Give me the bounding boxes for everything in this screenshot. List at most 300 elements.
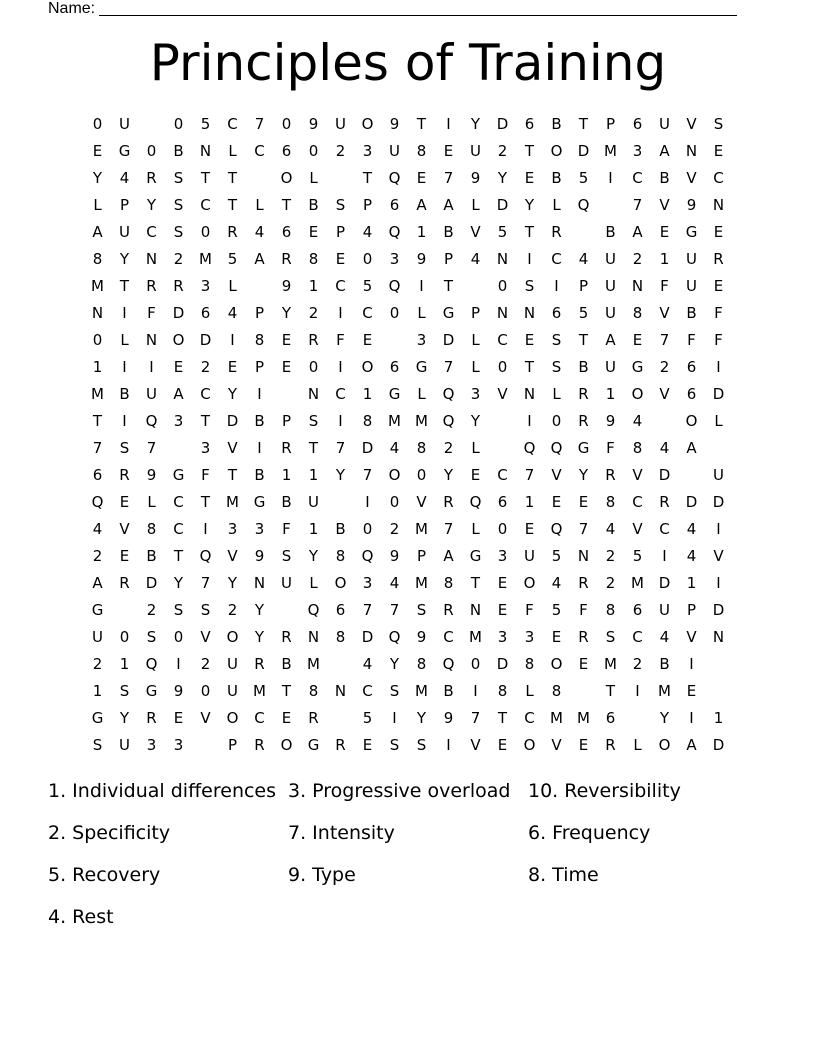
grid-cell: T — [524, 142, 535, 160]
grid-cell: O — [226, 628, 239, 646]
grid-cell: 0 — [362, 520, 373, 538]
grid-cell: E — [470, 466, 481, 484]
name-field-row — [48, 0, 748, 18]
grid-cell — [705, 651, 732, 678]
grid-cell: I — [257, 439, 262, 457]
grid-cell: N — [253, 574, 266, 592]
grid-cell: 9 — [470, 169, 481, 187]
grid-cell: R — [146, 277, 157, 295]
grid-cell: 4 — [578, 250, 589, 268]
grid-cell: T — [362, 169, 373, 187]
grid-cell: Y — [335, 466, 346, 484]
grid-cell: 8 — [254, 331, 265, 349]
grid-cell: V — [227, 439, 238, 457]
grid-cell: Q — [388, 277, 401, 295]
grid-cell: S — [281, 547, 292, 565]
grid-cell: F — [687, 331, 696, 349]
grid-cell: E — [713, 142, 724, 160]
grid-cell: D — [712, 601, 725, 619]
grid-cell: 6 — [524, 115, 535, 133]
grid-cell: I — [446, 115, 451, 133]
grid-cell: R — [443, 601, 454, 619]
grid-cell — [165, 435, 192, 462]
grid-cell: 7 — [443, 520, 454, 538]
grid-cell: 2 — [605, 547, 616, 565]
grid-cell: B — [551, 115, 562, 133]
name-label: Name: — [48, 0, 96, 17]
grid-cell: 3 — [254, 520, 265, 538]
grid-cell: Q — [361, 547, 374, 565]
grid-cell: A — [632, 223, 643, 241]
grid-cell: I — [554, 277, 559, 295]
grid-cell: V — [470, 736, 481, 754]
grid-cell: L — [228, 277, 237, 295]
grid-cell: 3 — [389, 250, 400, 268]
grid-cell: 0 — [389, 493, 400, 511]
grid-cell: Y — [470, 412, 481, 430]
grid-cell: S — [146, 628, 157, 646]
grid-cell: I — [716, 520, 721, 538]
grid-cell: L — [552, 196, 561, 214]
grid-cell: Y — [659, 709, 670, 727]
grid-cell: S — [551, 331, 562, 349]
grid-cell: 7 — [659, 331, 670, 349]
grid-cell: M — [307, 655, 320, 673]
grid-cell: C — [362, 682, 373, 700]
grid-cell: V — [686, 115, 697, 133]
grid-cell — [705, 678, 732, 705]
word-list-item: 1. Individual differences — [48, 780, 277, 802]
grid-cell: 4 — [389, 574, 400, 592]
grid-cell: 9 — [146, 466, 157, 484]
grid-cell: M — [658, 682, 671, 700]
grid-cell: S — [416, 601, 427, 619]
grid-cell: U — [470, 142, 481, 160]
grid-cell: C — [659, 520, 670, 538]
grid-cell: Y — [119, 709, 130, 727]
grid-cell: I — [446, 736, 451, 754]
grid-cell: 7 — [389, 601, 400, 619]
grid-cell: U — [659, 115, 670, 133]
grid-cell: V — [551, 466, 562, 484]
grid-cell: P — [443, 250, 454, 268]
grid-cell: 4 — [632, 412, 643, 430]
grid-cell: N — [145, 250, 158, 268]
grid-cell: C — [335, 385, 346, 403]
grid-cell: U — [335, 115, 346, 133]
grid-cell: R — [713, 250, 724, 268]
grid-cell: 4 — [227, 304, 238, 322]
grid-cell: O — [388, 466, 401, 484]
word-list-item: 4. Rest — [48, 906, 114, 928]
grid-cell: E — [281, 358, 292, 376]
grid-cell: V — [659, 304, 670, 322]
grid-cell: T — [200, 412, 211, 430]
grid-cell: B — [551, 169, 562, 187]
grid-cell: C — [497, 466, 508, 484]
grid-cell: Q — [550, 520, 563, 538]
grid-cell: I — [608, 169, 613, 187]
grid-cell: V — [686, 628, 697, 646]
grid-cell: N — [577, 547, 590, 565]
grid-cell: O — [658, 736, 671, 754]
grid-cell: 1 — [281, 466, 292, 484]
grid-cell — [327, 165, 354, 192]
grid-cell: A — [443, 547, 454, 565]
grid-cell: R — [578, 385, 589, 403]
grid-cell: S — [92, 736, 103, 754]
grid-cell: 3 — [173, 412, 184, 430]
grid-cell: P — [578, 277, 589, 295]
grid-cell: U — [686, 250, 697, 268]
grid-cell: Q — [91, 493, 104, 511]
grid-cell: 4 — [659, 628, 670, 646]
grid-cell: Q — [388, 223, 401, 241]
grid-cell: I — [689, 655, 694, 673]
grid-cell: 1 — [362, 385, 373, 403]
grid-cell: 8 — [335, 628, 346, 646]
grid-cell: I — [716, 574, 721, 592]
grid-cell: 1 — [524, 493, 535, 511]
grid-cell: 7 — [524, 466, 535, 484]
grid-cell: E — [227, 358, 238, 376]
grid-cell: U — [281, 574, 292, 592]
grid-cell: 0 — [497, 520, 508, 538]
grid-cell: I — [122, 412, 127, 430]
grid-cell: S — [389, 682, 400, 700]
grid-cell: G — [253, 493, 266, 511]
grid-cell: F — [201, 466, 210, 484]
grid-cell: B — [578, 358, 589, 376]
grid-cell: L — [471, 439, 480, 457]
grid-cell: R — [281, 250, 292, 268]
grid-cell: 0 — [308, 142, 319, 160]
grid-cell: I — [230, 331, 235, 349]
grid-cell: 6 — [389, 358, 400, 376]
grid-cell: Y — [227, 574, 238, 592]
grid-cell: 6 — [551, 304, 562, 322]
grid-cell: L — [471, 520, 480, 538]
grid-cell: 9 — [686, 196, 697, 214]
grid-cell: L — [417, 385, 426, 403]
grid-cell: Y — [119, 250, 130, 268]
grid-cell: Y — [443, 466, 454, 484]
grid-cell: E — [173, 709, 184, 727]
grid-cell: U — [227, 682, 238, 700]
grid-cell — [138, 111, 165, 138]
grid-cell: I — [473, 682, 478, 700]
grid-cell: O — [280, 736, 293, 754]
grid-cell: 8 — [335, 547, 346, 565]
grid-cell: 2 — [200, 655, 211, 673]
grid-cell: G — [118, 142, 131, 160]
grid-cell: U — [659, 601, 670, 619]
grid-cell: R — [578, 574, 589, 592]
grid-cell: T — [200, 493, 211, 511]
grid-cell: Q — [523, 439, 536, 457]
grid-cell — [462, 273, 489, 300]
grid-cell: D — [361, 439, 374, 457]
grid-cell: R — [281, 628, 292, 646]
grid-cell: I — [176, 655, 181, 673]
grid-cell: O — [523, 736, 536, 754]
grid-cell: 4 — [605, 520, 616, 538]
grid-cell: S — [389, 736, 400, 754]
page-title: Principles of Training — [149, 34, 667, 92]
grid-cell: E — [713, 223, 724, 241]
grid-cell: Y — [578, 466, 589, 484]
grid-cell: V — [659, 385, 670, 403]
grid-cell: 6 — [335, 601, 346, 619]
grid-cell: Y — [254, 628, 265, 646]
grid-cell: 5 — [497, 223, 508, 241]
grid-cell: U — [308, 493, 319, 511]
grid-cell: Q — [145, 655, 158, 673]
grid-cell: V — [416, 493, 427, 511]
grid-cell: Y — [308, 547, 319, 565]
grid-cell: R — [173, 277, 184, 295]
grid-cell: D — [199, 331, 212, 349]
grid-cell: R — [308, 709, 319, 727]
grid-cell: L — [552, 385, 561, 403]
grid-cell: M — [469, 628, 482, 646]
grid-cell: D — [712, 736, 725, 754]
grid-cell: E — [659, 223, 670, 241]
grid-cell: C — [632, 169, 643, 187]
grid-cell: Y — [146, 196, 157, 214]
grid-cell: V — [713, 547, 724, 565]
grid-cell: 3 — [362, 574, 373, 592]
grid-cell: P — [119, 196, 130, 214]
grid-cell: N — [307, 628, 320, 646]
grid-cell: M — [415, 412, 428, 430]
grid-cell: T — [416, 115, 427, 133]
grid-cell: M — [199, 250, 212, 268]
grid-cell: E — [497, 601, 508, 619]
grid-cell: V — [659, 196, 670, 214]
grid-cell: P — [362, 196, 373, 214]
grid-cell: L — [471, 358, 480, 376]
grid-cell: N — [91, 304, 104, 322]
grid-cell: S — [119, 682, 130, 700]
grid-cell: Y — [497, 169, 508, 187]
grid-cell: E — [416, 169, 427, 187]
grid-cell: N — [145, 331, 158, 349]
grid-cell: 0 — [281, 115, 292, 133]
grid-cell — [273, 381, 300, 408]
grid-cell: 5 — [551, 601, 562, 619]
grid-cell: C — [443, 628, 454, 646]
grid-cell: Y — [254, 601, 265, 619]
grid-cell: B — [443, 682, 454, 700]
grid-cell: 3 — [470, 385, 481, 403]
grid-cell: U — [605, 250, 616, 268]
grid-cell: 8 — [416, 439, 427, 457]
grid-cell: 1 — [686, 574, 697, 592]
grid-cell: D — [145, 574, 158, 592]
grid-cell: A — [173, 385, 184, 403]
grid-cell: E — [578, 493, 589, 511]
grid-cell: E — [281, 709, 292, 727]
grid-cell: A — [686, 439, 697, 457]
grid-cell: R — [578, 412, 589, 430]
grid-cell: D — [496, 196, 509, 214]
grid-cell: D — [226, 412, 239, 430]
grid-cell: I — [203, 520, 208, 538]
grid-cell: 4 — [389, 439, 400, 457]
grid-cell: S — [173, 601, 184, 619]
grid-cell: F — [714, 331, 723, 349]
grid-cell: I — [419, 277, 424, 295]
grid-cell: G — [388, 385, 401, 403]
grid-cell: T — [119, 277, 130, 295]
grid-cell: S — [713, 115, 724, 133]
word-list-item: 6. Frequency — [528, 822, 651, 844]
grid-cell: V — [200, 709, 211, 727]
grid-cell: 0 — [389, 304, 400, 322]
grid-cell: R — [254, 736, 265, 754]
grid-cell: E — [281, 331, 292, 349]
grid-cell: U — [605, 358, 616, 376]
grid-cell: 3 — [497, 547, 508, 565]
grid-cell: P — [605, 115, 616, 133]
grid-cell: O — [523, 574, 536, 592]
grid-cell: 0 — [92, 331, 103, 349]
grid-cell: V — [686, 169, 697, 187]
grid-cell: R — [551, 223, 562, 241]
grid-cell: Q — [388, 169, 401, 187]
grid-cell: 2 — [632, 250, 643, 268]
grid-cell: I — [689, 709, 694, 727]
grid-cell: T — [605, 682, 616, 700]
grid-cell: I — [122, 358, 127, 376]
grid-cell: B — [605, 223, 616, 241]
grid-cell: S — [308, 412, 319, 430]
grid-cell: F — [147, 304, 156, 322]
grid-cell: C — [200, 385, 211, 403]
grid-cell: D — [658, 466, 671, 484]
grid-cell: 0 — [173, 115, 184, 133]
grid-cell: E — [497, 574, 508, 592]
grid-cell — [624, 705, 651, 732]
grid-cell: B — [146, 547, 157, 565]
grid-cell: L — [471, 196, 480, 214]
grid-cell: E — [119, 547, 130, 565]
grid-cell: 8 — [605, 493, 616, 511]
grid-cell: C — [200, 196, 211, 214]
word-list-item: 10. Reversibility — [528, 780, 681, 802]
grid-cell: N — [523, 304, 536, 322]
grid-cell: U — [146, 385, 157, 403]
grid-cell: D — [172, 304, 185, 322]
grid-cell: C — [524, 709, 535, 727]
grid-cell: G — [172, 466, 185, 484]
grid-cell: R — [119, 466, 130, 484]
grid-cell: 6 — [605, 709, 616, 727]
grid-cell: 4 — [686, 520, 697, 538]
grid-cell: 3 — [524, 628, 535, 646]
grid-cell: 3 — [200, 439, 211, 457]
grid-cell: I — [527, 412, 532, 430]
grid-cell: Q — [442, 655, 455, 673]
grid-cell: 2 — [227, 601, 238, 619]
grid-cell: 4 — [92, 520, 103, 538]
grid-cell: 8 — [146, 520, 157, 538]
grid-cell: R — [146, 169, 157, 187]
grid-cell: D — [712, 493, 725, 511]
grid-cell: N — [496, 250, 509, 268]
grid-cell: 0 — [551, 412, 562, 430]
grid-cell: L — [471, 331, 480, 349]
grid-cell: T — [173, 547, 184, 565]
grid-cell: 0 — [416, 466, 427, 484]
grid-cell: 6 — [200, 304, 211, 322]
grid-cell: 0 — [92, 115, 103, 133]
grid-cell: G — [415, 358, 428, 376]
grid-cell: 0 — [200, 682, 211, 700]
letter-grid — [84, 111, 732, 759]
grid-cell: U — [119, 223, 130, 241]
grid-cell: L — [525, 682, 534, 700]
grid-cell: S — [416, 736, 427, 754]
grid-cell: R — [443, 493, 454, 511]
grid-cell: 8 — [416, 142, 427, 160]
grid-cell: A — [605, 331, 616, 349]
grid-cell: L — [93, 196, 102, 214]
grid-cell — [246, 165, 273, 192]
grid-cell: R — [227, 223, 238, 241]
grid-cell: 6 — [281, 142, 292, 160]
grid-cell: 2 — [605, 574, 616, 592]
grid-cell: 5 — [200, 115, 211, 133]
grid-cell: N — [469, 601, 482, 619]
grid-cell: M — [604, 655, 617, 673]
grid-cell: I — [338, 358, 343, 376]
grid-cell: 2 — [200, 358, 211, 376]
grid-cell: O — [334, 574, 347, 592]
grid-cell: V — [632, 466, 643, 484]
grid-cell: C — [254, 709, 265, 727]
grid-cell: E — [119, 493, 130, 511]
grid-cell: 9 — [416, 250, 427, 268]
grid-cell: 8 — [632, 439, 643, 457]
grid-cell: E — [362, 736, 373, 754]
grid-cell: 1 — [119, 655, 130, 673]
grid-cell: C — [173, 520, 184, 538]
grid-cell: 8 — [551, 682, 562, 700]
grid-cell — [705, 435, 732, 462]
grid-cell: R — [308, 331, 319, 349]
grid-cell: L — [714, 412, 723, 430]
grid-cell: 2 — [173, 250, 184, 268]
grid-cell: A — [416, 196, 427, 214]
grid-cell: S — [173, 223, 184, 241]
grid-cell: 1 — [308, 520, 319, 538]
grid-cell: P — [416, 547, 427, 565]
grid-cell: 3 — [497, 628, 508, 646]
grid-cell: N — [523, 385, 536, 403]
grid-cell: 5 — [578, 304, 589, 322]
grid-cell: S — [173, 196, 184, 214]
grid-cell: M — [577, 709, 590, 727]
grid-cell: T — [443, 277, 454, 295]
grid-cell: 8 — [524, 655, 535, 673]
grid-cell: 6 — [389, 196, 400, 214]
grid-cell: Y — [92, 169, 103, 187]
grid-cell: V — [632, 520, 643, 538]
grid-cell: U — [227, 655, 238, 673]
grid-cell: 2 — [497, 142, 508, 160]
